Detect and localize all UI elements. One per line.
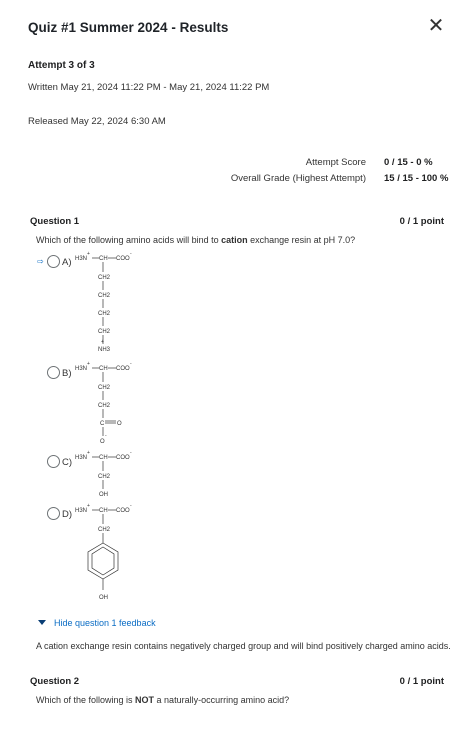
svg-text:-: - <box>130 503 132 509</box>
svg-text:-: - <box>105 433 107 439</box>
attempt-label: Attempt 3 of 3 <box>28 60 95 71</box>
question-1-text-after: exchange resin at pH 7.0? <box>247 235 356 245</box>
feedback-text: A cation exchange resin contains negatively charged group and will bind positively charged amino acids. <box>36 641 451 651</box>
svg-text:CH: CH <box>99 256 108 262</box>
attempt-score-label: Attempt Score <box>305 157 366 168</box>
svg-text:H3N: H3N <box>75 256 88 262</box>
selected-answer-arrow-icon: ⇨ <box>37 257 44 266</box>
question-1-text-bold: cation <box>221 235 248 245</box>
svg-text:OH: OH <box>99 492 108 497</box>
option-d-radio[interactable] <box>47 507 60 520</box>
svg-text:+: + <box>101 339 104 345</box>
question-1-points: 0 / 1 point <box>399 216 444 227</box>
svg-text:+: + <box>87 361 90 367</box>
option-a-radio[interactable] <box>47 255 60 268</box>
option-b-label: B) <box>62 368 72 379</box>
svg-text:H3N: H3N <box>75 508 88 514</box>
question-1-text-before: Which of the following amino acids will bind to <box>36 235 222 245</box>
overall-grade-label: Overall Grade (Highest Attempt) <box>230 173 366 184</box>
svg-text:O: O <box>100 439 105 445</box>
svg-text:-: - <box>130 361 132 367</box>
svg-text:-: - <box>130 251 132 257</box>
question-1-title: Question 1 <box>30 216 80 227</box>
question-2-text <box>36 695 289 705</box>
svg-text:COO: COO <box>116 256 130 262</box>
page-title: Quiz #1 Summer 2024 - Results <box>28 20 229 35</box>
question-2-points: 0 / 1 point <box>399 676 444 687</box>
svg-text:CH2: CH2 <box>98 527 111 533</box>
question-2-text-before: Which of the following is <box>36 695 136 705</box>
option-a-label: A) <box>62 257 72 268</box>
question-2-text-after: a naturally-occurring amino acid? <box>154 695 290 705</box>
svg-text:NH3: NH3 <box>98 347 111 353</box>
question-2-title: Question 2 <box>30 676 80 687</box>
svg-text:+: + <box>87 450 90 456</box>
svg-text:CH: CH <box>99 455 108 461</box>
svg-text:COO: COO <box>116 508 130 514</box>
svg-text:CH2: CH2 <box>98 329 111 335</box>
option-d-structure-tyrosine <box>72 502 142 606</box>
svg-text:C: C <box>100 421 105 427</box>
option-b-radio[interactable] <box>47 366 60 379</box>
svg-text:OH: OH <box>99 595 108 601</box>
svg-text:-: - <box>130 450 132 456</box>
svg-text:CH2: CH2 <box>98 311 111 317</box>
option-c-structure-serine <box>72 449 142 497</box>
svg-text:+: + <box>87 251 90 257</box>
svg-text:CH2: CH2 <box>98 403 111 409</box>
svg-text:H3N: H3N <box>75 366 88 372</box>
close-icon[interactable]: ✕ <box>427 15 445 37</box>
svg-text:CH2: CH2 <box>98 385 111 391</box>
svg-text:O: O <box>117 421 122 427</box>
option-c-radio[interactable] <box>47 455 60 468</box>
written-date: Written May 21, 2024 11:22 PM - May 21, 2024 11:22 PM <box>28 82 270 93</box>
caret-down-icon[interactable] <box>38 620 46 625</box>
option-b-structure-glutamate <box>72 360 142 448</box>
svg-text:CH2: CH2 <box>98 293 111 299</box>
question-1-text <box>36 235 355 245</box>
overall-grade-value: 15 / 15 - 100 % <box>384 173 449 184</box>
hide-feedback-link[interactable]: Hide question 1 feedback <box>54 618 156 628</box>
svg-text:COO: COO <box>116 455 130 461</box>
svg-text:+: + <box>87 503 90 509</box>
attempt-score-value: 0 / 15 - 0 % <box>384 157 433 168</box>
svg-text:CH2: CH2 <box>98 275 111 281</box>
svg-text:H3N: H3N <box>75 455 88 461</box>
svg-text:CH2: CH2 <box>98 474 111 480</box>
svg-text:CH: CH <box>99 508 108 514</box>
question-2-text-bold: NOT <box>135 695 155 705</box>
option-c-label: C) <box>62 457 73 468</box>
svg-text:CH: CH <box>99 366 108 372</box>
svg-text:COO: COO <box>116 366 130 372</box>
option-a-structure-lysine <box>72 250 142 358</box>
option-d-label: D) <box>62 509 73 520</box>
released-date: Released May 22, 2024 6:30 AM <box>28 116 166 127</box>
